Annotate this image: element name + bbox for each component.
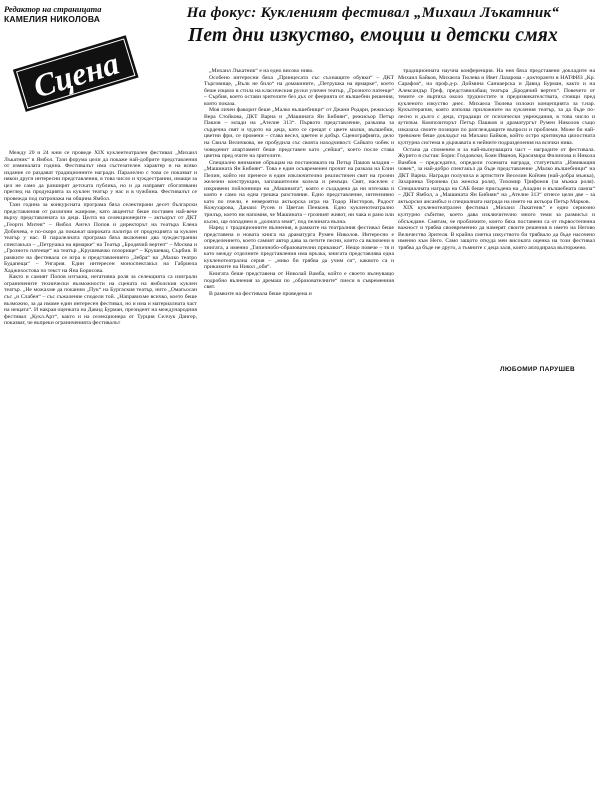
- paragraph: XIX кукленотеатрален фестивал „Михаил Лъкатник“ е едно сериозно културно събитие, което дава изключително много теми за размисъл и обсъждане. Смятам, че проблемите, които бяха поставени са от първостепенна важност и трябва своевременно да намерят своите решения в името на Негово Величество Зрителя. В крайна сметка изкуството би трябвало да бъде насочено именно към Него. Само защото откуда мен високата оценка на този фестивал трябва да бъде не друго, а тъмните с деца заля, които аплодираха възторжено.: [398, 205, 595, 251]
- editor-name: КАМЕЛИЯ НИКОЛОВА: [4, 14, 101, 24]
- headline-block: [150, 4, 596, 48]
- editor-credit: [4, 4, 132, 24]
- kicker: На фокус: Кукленият фестивал „Михаил Лъкатник“: [186, 5, 560, 21]
- article-column-1: [4, 150, 197, 327]
- paragraph: В рамките на фестивала беше проведена и: [209, 290, 312, 297]
- section-stamp-logo: [4, 28, 146, 120]
- paragraph: Наред с традиционните вълнения, в рамките на театралния фестивал беше представена и новата книга на драматурга Румен Николов. Интересно е определението, което самият автор дава за петите песни, които са включени в книгата, а именно „Типичнобо-образователни приказки“. Нещо повече – тя и като между отделните представления има връзка, книгата представлява една кукленотеатрална серия – „мико би трябва да учим си“, каквото са и приказките на Никол „обя“.: [204, 225, 394, 271]
- section-stamp-text: Сцена: [29, 44, 123, 105]
- headline: Пет дни изкуство, емоции и детски смях: [188, 25, 558, 46]
- paragraph: Книгата беше представена от Николай Вамба, който е своето вълнуващо подробно вълнения за дремаш по „образователните“ пиеси в съвременния свят.: [204, 270, 394, 291]
- paragraph: традиционната научна конференция. На нея бяха представени докладите на Михаил Байков, Михаела Тюлева и Ивет Лазарова - докторанти в НАТФИЗ „Кр. Сарафов“, на проф.д-р. Доймина Саниаерска и Давид Бурман, както и на Александър Греф, представилабащ театъра „Бродячий вертеп“. Повечето от темите се въртяха около трудностите и предизвикателствата, стоящи пред кукленото изкуство днес. Михаела Тюлева изложи концепцията за т.нар. Кукълтерапия, която изполва приложните на кукления театър, за да бъде по-лесно и дълго с деца, страдащи от психически увреждания, в това число и аутизъм. Композиторът Петър Пашков и драматургът Румен Николов също изказаха своите позиции по разглеждащите въпроси и проблеми. Може би най-тревожен беше докладът на Михаил Байков, който остро критикува цялостната културна система в държавата и нейните подразделения на всички нива.: [398, 68, 595, 147]
- paragraph: Остана да споменем и за най-вълнуващата част – наградите от фестивала. Журито в състав: Борис Голдовски, Боян Иванов, Красимира Филипова и Никола Вамбов – председател, определи големата награда, статуетката „Извиващия човек“, за най-добро спектакъл да бъде представление „Малко вълшебници“ на ДКТ Варна. Награди получиха и артистите Веселин Койчев (най-добра мъжка), Захаринка Терзиева (за женска роля), Тихомир Трифонов (за мъжка роля). Специалната награда на САБ беше присъдена на „Аладин и вълшебната лампа“ – ДКТ Ямбол, а „Машината Ян Бибиян“ на „Ателие 313“ отнесе цели две – за актьорски ансамбъл и специалната награда на името на актьора Петър Марков.: [398, 146, 595, 205]
- byline: ЛЮБОМИР ПАРУШЕВ: [500, 366, 575, 373]
- paragraph: Особено интересни бяха „Принцесата със съхнащите обувки“ – ДКТ Търговище, „Вълк не било“ на домакините, „Петрушка на ярмарке“, което беше изцяло в стила на класическия руски уличен театър, „Грозното патенце“ – Сърбия, което остави зрителите без дъх от феерията от вълшебни решения, която показа.: [204, 74, 394, 107]
- editor-label: Редактор на страницата: [4, 4, 102, 14]
- article-column-3: [398, 68, 595, 251]
- paragraph: Както и самият Попов изтъкна, негативна роля за селекцията са изиграли ограничените технически възможности на сцената на ямболския куклен театър. „Не можахме да поканим „Пук“ на Бургаския театър, нито „Омагьосан със „и Слабен“ – със съжаление сподели той. „Направихме всичко, което беше възможно, за да имаме един интересен фестивал, но и има и материалната част на нещата“. И накрая оценката на Давид Бурман, президент на международния фестивал „Кукл.Арт“, както и на селекционера от Турция Селчук Дангер, показват, че въпреки ограниченията фестивалът: [4, 274, 197, 327]
- paragraph: Моя личен фаворит беше „Малко вълшебници“ от Джани Родари, режисьор Вера Стойкова, ДКТ Варна и „Машината Ян Бибиян“, режисьор Петър Пашов – млади на „Ателие 313“. Първото представление, разказва за сърдечна свят и чудото на деца, като се срещат с цвете малки, вълшебни, цветни фри, се промени – става весел, цветен и добър. Сценографията, дело на Свила Величкова, не пробудила със своята находчивост. Сайкато чобек и човеденит апартамент беше представен като „сейша“, което после става цветна пред очите на зрителите.: [204, 107, 394, 160]
- article-column-2: [204, 68, 394, 297]
- paragraph: Специално внимание обръщам на постановката на Петър Пашов младия – „Машината Ян Бибиян“. Това е един осъвременен прочит на разказа на Елин Пелин, който ни пренесе в един изключително реалистичен свят на грозни железни конструкции, заплашителни колела и ремъци. Свят, населен с изкривени пойлонници на „Машината“, която е създадена да ни изтезава и която е само на една грешка разстояние. Едно представление, интензивно като по пчели, е невероятна актьорска игра на Тодор Нисторов, Радост Кожухарова, Данаил Русев и Цветан Пенкоев. Едно кукленотеатрално трилър, което ни напомня, че Машината – грозният живот, ни чака и рано или късно, ще попаднем в „долната земя“, под пелината вълна.: [204, 159, 394, 225]
- paragraph: Тази година за конкурсната програма бяха селектирани десет български представления от различни жанрове, като акцентът беше поставен най-вече върху представлената за деца. Целта на селекционерите – актьорът от ДКТ „Георги Митев“ – Ямбол Ангел Попов и директорът на театъра Елена Добичева, е по-скоро да покажат широката палитра от продукцията за куклен театър у нас. В паралелната програма бяха включени два чуждестранни спектакъла – „Петрушка на ярмарке“ на Театър „Бродячий вертеп“ – Москва и „Грозното патенце“ на театър „Крушевачко позорище“ – Крушевац, Сърбия. В рамките на фестивала се игра и представлението „Зебра“ на „Малко театро Будапеща“ – Унгария. Един интересен моноспектакъл на Габриела Хаджихостова по текст на Яна Борисова.: [4, 202, 197, 274]
- paragraph: „Михаил Лъкатник“ е на едно високо ниво.: [209, 68, 314, 74]
- paragraph: Между 20 и 24 юни се проведе XIX куклентеатрален фестивал „Михаил Лъкатник“ в Ямбол. Тази форума цели да покаже най-добрите представления от изминалата година. Фестивалът има състезателен характер и на всяко издание се раздават традиционните награди. Паралелно с това се показват и някои други интересни представления, в това число и чуждестранни, имащи за цел не само да разширят детската публика, но и да направят сбогатявани преглед на продукцията за куклен театър у нас и в чужбина. Фестивалът се провежда под патронажа на община Ямбол.: [4, 150, 197, 202]
